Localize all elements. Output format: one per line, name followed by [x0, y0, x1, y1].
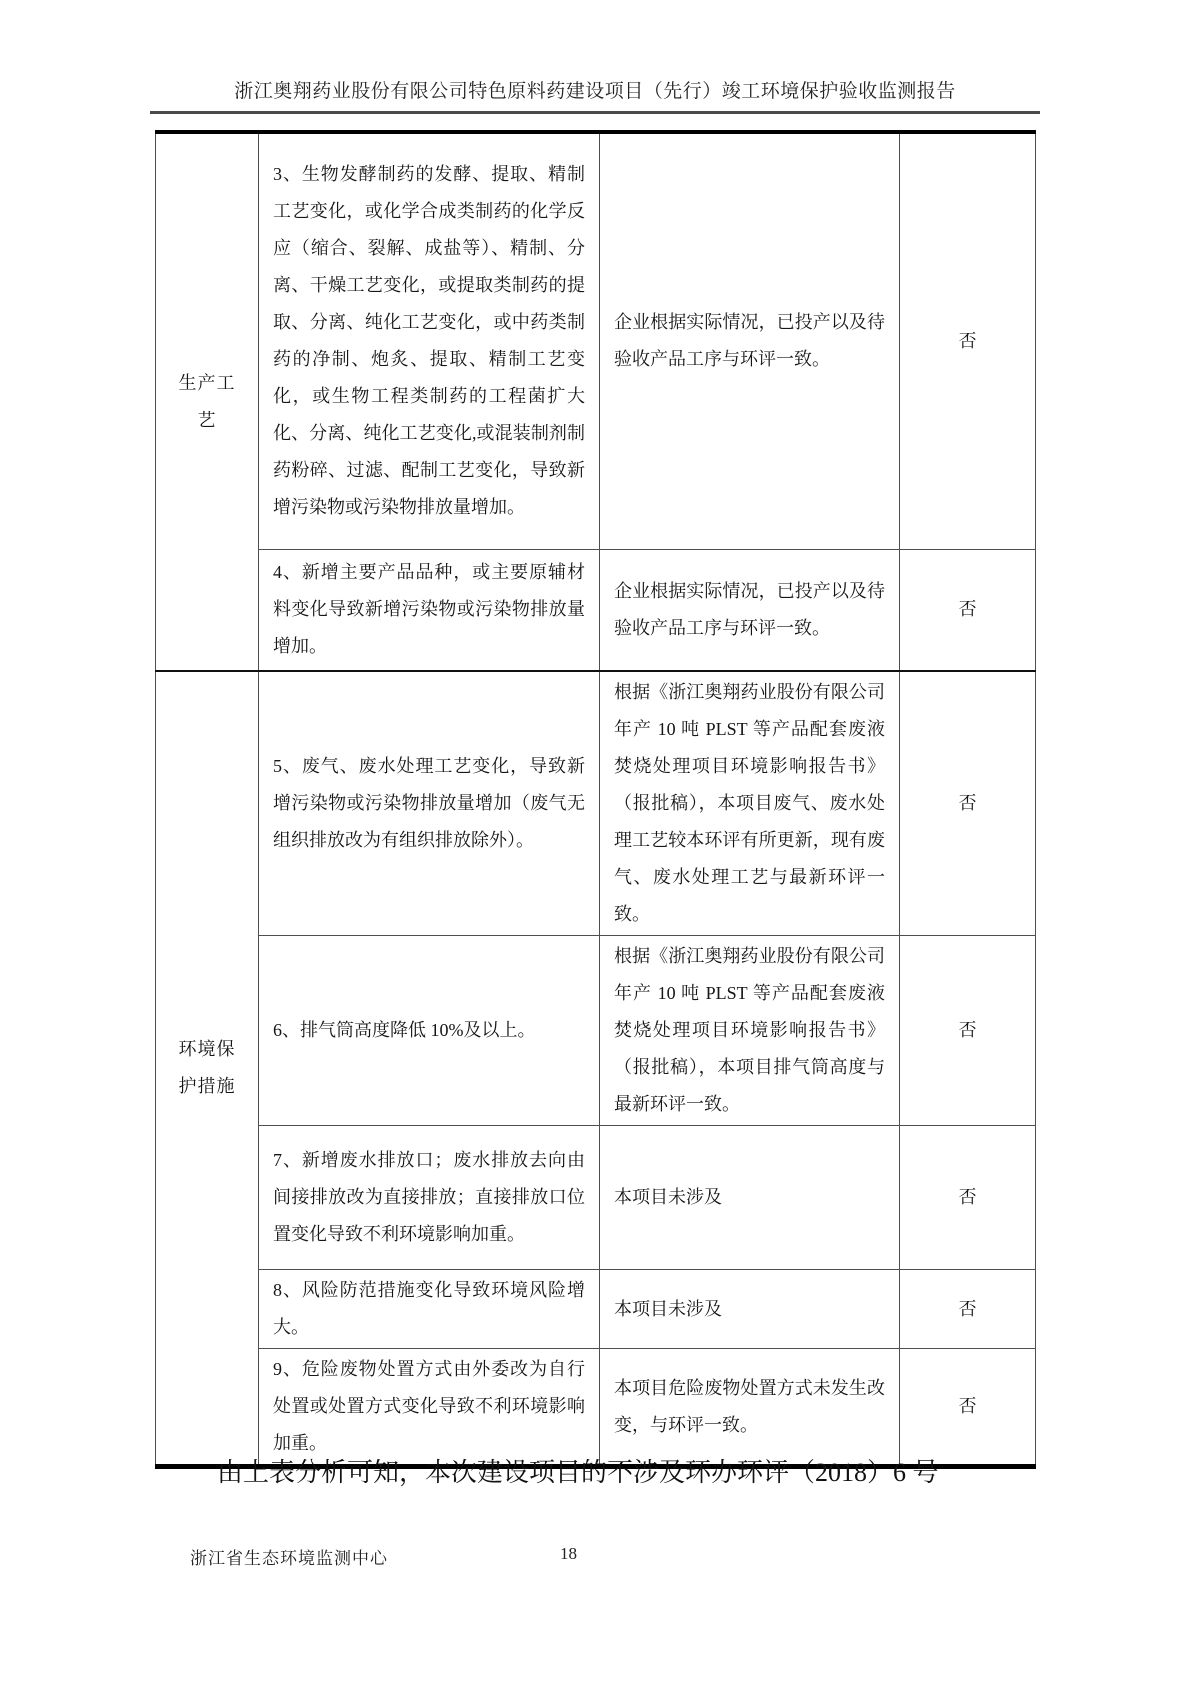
response-cell: 根据《浙江奥翔药业股份有限公司年产 10 吨 PLST 等产品配套废液焚烧处理项目环境影响报告书》（报批稿），本项目废气、废水处理工艺较本环评有所更新，现有废气、废水处理工艺与最新环评一致。	[600, 671, 900, 936]
response-cell: 企业根据实际情况，已投产以及待验收产品工序与环评一致。	[600, 132, 900, 549]
header-divider	[150, 111, 1040, 114]
answer-cell: 否	[900, 549, 1036, 671]
answer-cell: 否	[900, 936, 1036, 1126]
page-footer	[0, 1544, 1190, 1574]
response-cell: 根据《浙江奥翔药业股份有限公司年产 10 吨 PLST 等产品配套废液焚烧处理项目环境影响报告书》（报批稿），本项目排气筒高度与最新环评一致。	[600, 936, 900, 1126]
table-row	[156, 132, 1036, 549]
table-row	[156, 936, 1036, 1126]
answer-cell: 否	[900, 1270, 1036, 1349]
answer-cell: 否	[900, 1126, 1036, 1270]
response-cell: 企业根据实际情况，已投产以及待验收产品工序与环评一致。	[600, 549, 900, 671]
item-cell: 4、新增主要产品品种，或主要原辅材料变化导致新增污染物或污染物排放量增加。	[259, 549, 600, 671]
category-cell-production-process: 生产工艺	[156, 132, 259, 671]
category-cell-environmental-protection: 环境保护措施	[156, 671, 259, 1467]
answer-cell: 否	[900, 671, 1036, 936]
response-cell: 本项目未涉及	[600, 1270, 900, 1349]
item-cell: 5、废气、废水处理工艺变化，导致新增污染物或污染物排放量增加（废气无组织排放改为有组织排放除外）。	[259, 671, 600, 936]
table-row	[156, 1270, 1036, 1349]
response-cell: 本项目危险废物处置方式未发生改变，与环评一致。	[600, 1349, 900, 1467]
footer-organization: 浙江省生态环境监测中心	[190, 1549, 388, 1568]
closing-paragraph: 由上表分析可知，本次建设项目的不涉及环办环评（2018）6 号	[217, 1458, 939, 1487]
compliance-table	[155, 130, 1036, 1469]
item-cell: 7、新增废水排放口；废水排放去向由间接排放改为直接排放；直接排放口位置变化导致不利环境影响加重。	[259, 1126, 600, 1270]
table-row	[156, 1349, 1036, 1467]
item-cell: 9、危险废物处置方式由外委改为自行处置或处置方式变化导致不利环境影响加重。	[259, 1349, 600, 1467]
page-number: 18	[560, 1544, 577, 1563]
item-cell: 3、生物发酵制药的发酵、提取、精制工艺变化，或化学合成类制药的化学反应（缩合、裂解、成盐等）、精制、分离、干燥工艺变化，或提取类制药的提取、分离、纯化工艺变化，或中药类制药的净制、炮炙、提取、精制工艺变化，或生物工程类制药的工程菌扩大化、分离、纯化工艺变化,或混装制剂制药粉碎、过滤、配制工艺变化，导致新增污染物或污染物排放量增加。	[259, 132, 600, 549]
item-cell: 8、风险防范措施变化导致环境风险增大。	[259, 1270, 600, 1349]
page-header-title: 浙江奥翔药业股份有限公司特色原料药建设项目（先行）竣工环境保护验收监测报告	[234, 81, 956, 102]
table-row	[156, 671, 1036, 936]
table-row	[156, 549, 1036, 671]
answer-cell: 否	[900, 1349, 1036, 1467]
answer-cell: 否	[900, 132, 1036, 549]
item-cell: 6、排气筒高度降低 10%及以上。	[259, 936, 600, 1126]
response-cell: 本项目未涉及	[600, 1126, 900, 1270]
table-row	[156, 1126, 1036, 1270]
